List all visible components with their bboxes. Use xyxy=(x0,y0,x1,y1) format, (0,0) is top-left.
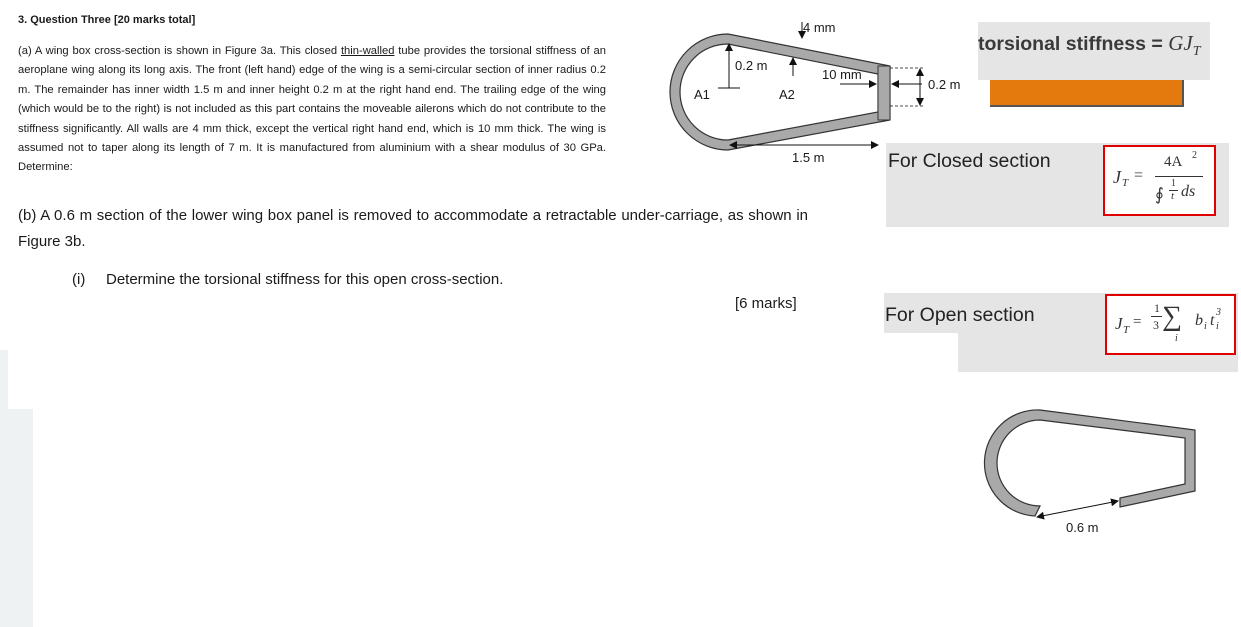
label-area-1: A1 xyxy=(694,87,710,102)
part-a-text-2: tube provides the torsional stiffness of an aeroplane wing along its long axis. The front (left hand) edge of the wing is a semi-circular section of inner radius 0.2 m. The remainder has inner width 1.5 m and inner height 0.2 m at the right hand end. The trailing edge of the wing (which would be to the right) is not included as this part contains the moveable ailerons which do not contribute to the stiffness significantly. All walls are 4 mm thick, except the vertical right hand end, which is 10 mm thick. The wing is assumed not to taper along its length of 7 m. It is manufactured from aluminium with a shear modulus of 30 GPa. Determine: xyxy=(18,45,607,174)
part-i xyxy=(72,271,503,288)
open-sum-index: i xyxy=(1175,333,1178,344)
closed-numerator: 4A xyxy=(1164,154,1183,170)
open-b: b xyxy=(1195,312,1203,329)
part-b-text: (b) A 0.6 m section of the lower wing box panel is removed to accommodate a retractable under-carriage, as shown in Figure 3b. xyxy=(18,207,808,250)
open-frac-num: 1 xyxy=(1154,301,1160,315)
torsional-formula: GJ xyxy=(1168,31,1193,55)
part-i-text: Determine the torsional stiffness for this open cross-section. xyxy=(106,271,504,288)
part-a-text-1: (a) A wing box cross-section is shown in Figure 3a. This closed xyxy=(18,45,341,57)
torsional-sub: T xyxy=(1192,43,1201,59)
part-i-number: (i) xyxy=(72,271,86,288)
closed-numerator-sq: 2 xyxy=(1192,150,1197,161)
open-eq: = xyxy=(1133,314,1142,330)
label-end-height: 0.2 m xyxy=(928,77,961,92)
open-frac-bar xyxy=(1151,316,1162,317)
label-width: 1.5 m xyxy=(792,150,825,165)
highlight-bar xyxy=(990,80,1184,107)
closed-den-t: t xyxy=(1171,190,1175,202)
torsional-stiffness-text xyxy=(978,31,1200,60)
label-area-2: A2 xyxy=(779,87,795,102)
closed-formula-box xyxy=(1103,145,1216,216)
label-gap: 0.6 m xyxy=(1066,520,1099,535)
closed-eq: = xyxy=(1134,167,1144,184)
label-end-thickness: 10 mm xyxy=(822,67,862,82)
label-thickness: 4 mm xyxy=(803,20,836,35)
open-section-shell xyxy=(984,410,1195,516)
closed-section-label: For Closed section xyxy=(888,150,1051,172)
open-t-exp: 3 xyxy=(1216,307,1221,318)
open-j-sub: T xyxy=(1123,324,1130,336)
part-a-underlined: thin-walled xyxy=(340,45,395,57)
figure-3b xyxy=(980,400,1200,540)
closed-j-sub: T xyxy=(1122,177,1129,189)
open-sigma: ∑ xyxy=(1162,301,1182,332)
closed-fraction-bar xyxy=(1155,176,1203,177)
gap-arrow xyxy=(1037,501,1118,517)
label-inner-radius: 0.2 m xyxy=(735,58,768,73)
part-a-text xyxy=(18,42,606,178)
open-j: J xyxy=(1115,314,1123,333)
open-t: t xyxy=(1210,312,1215,329)
closed-j: J xyxy=(1113,167,1121,187)
side-panel xyxy=(8,409,33,627)
closed-den-one: 1 xyxy=(1171,178,1176,189)
open-b-sub: i xyxy=(1204,321,1207,332)
marks-label: [6 marks] xyxy=(735,295,797,312)
side-panel xyxy=(0,350,8,627)
open-formula-box xyxy=(1105,294,1236,355)
wing-box-end xyxy=(878,66,890,120)
closed-oint: ∮ xyxy=(1155,185,1164,204)
torsional-prefix: torsional stiffness = xyxy=(978,33,1169,55)
closed-den-ds: ds xyxy=(1181,183,1196,200)
open-frac-den: 3 xyxy=(1153,318,1159,332)
question-title: 3. Question Three [20 marks total] xyxy=(18,14,196,26)
open-t-sub: i xyxy=(1216,321,1219,332)
open-section-label: For Open section xyxy=(885,304,1035,326)
